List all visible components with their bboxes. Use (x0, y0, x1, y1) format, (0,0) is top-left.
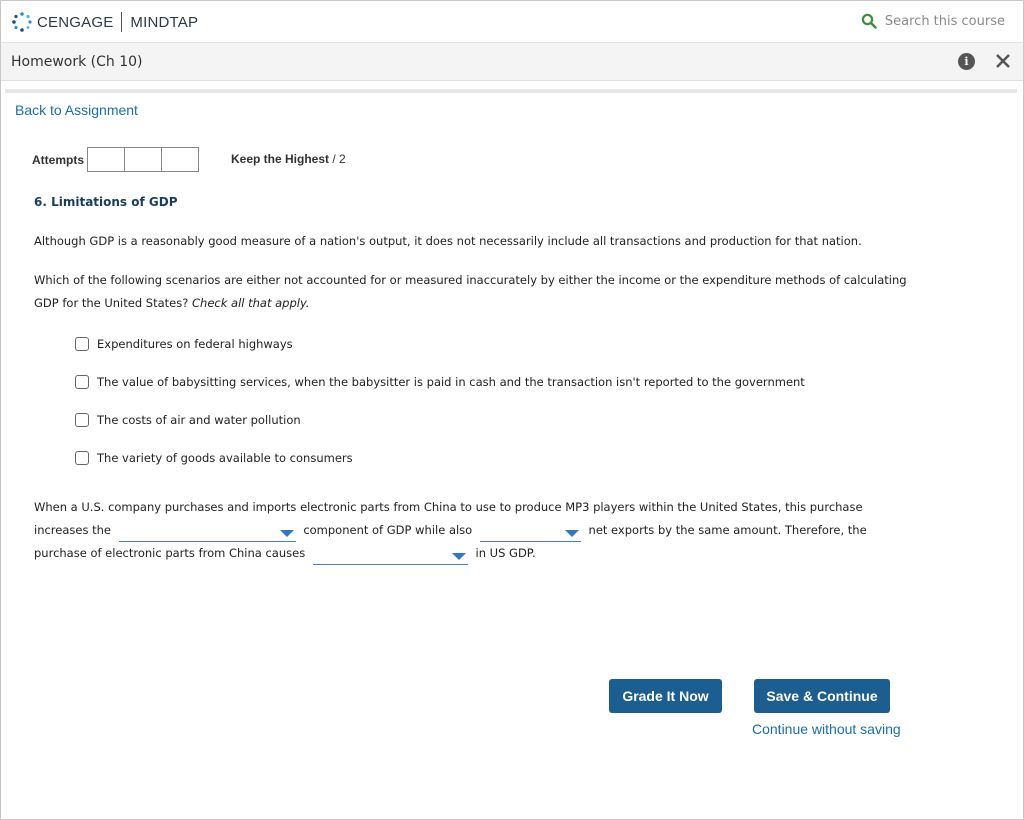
prompt-text: Which of the following scenarios are either not accounted for or measured inaccurately by either the income or the expenditure methods of calculating GDP for the United States? (34, 273, 907, 310)
keep-highest-info (231, 152, 346, 166)
search-input[interactable]: Search this course (884, 13, 1005, 29)
search-icon (861, 13, 877, 29)
brand-name: CENGAGE (37, 13, 114, 31)
gdp-effect-dropdown[interactable] (313, 547, 468, 565)
gdp-component-dropdown[interactable] (119, 524, 296, 542)
fill-text-3: net exports by the same amount. Therefore, the purchase of electronic parts from China causes (34, 523, 867, 560)
attempts-tracker (32, 147, 199, 172)
choice-label: Expenditures on federal highways (97, 337, 293, 351)
prompt-emphasis: Check all that apply. (192, 296, 310, 310)
course-search[interactable] (861, 13, 1005, 29)
cengage-logo[interactable] (11, 11, 198, 33)
continue-without-saving-link[interactable]: Continue without saving (752, 721, 901, 737)
activity-title-bar (1, 43, 1023, 81)
choice-label: The costs of air and water pollution (97, 413, 301, 427)
fill-in-paragraph (34, 496, 914, 565)
question-title: 6. Limitations of GDP (34, 195, 178, 209)
chevron-down-icon (452, 553, 466, 560)
attempt-box (161, 147, 199, 172)
fill-text-2: component of GDP while also (303, 523, 473, 537)
attempt-box (87, 147, 125, 172)
choice-babysitting[interactable] (75, 375, 805, 389)
question-intro: Although GDP is a reasonably good measure of a nation's output, it does not necessarily include all transactions and production for that nation. (34, 234, 862, 248)
chevron-down-icon (565, 530, 579, 537)
keep-value: / 2 (332, 152, 346, 166)
checkbox[interactable] (75, 337, 89, 351)
choice-label: The variety of goods available to consumers (97, 451, 353, 465)
info-icon[interactable]: i (958, 53, 975, 70)
content-divider (5, 89, 1017, 93)
fill-text-4: in US GDP. (475, 546, 536, 560)
question-prompt (34, 269, 914, 315)
choice-variety-of-goods[interactable] (75, 451, 353, 465)
choice-pollution[interactable] (75, 413, 301, 427)
grade-it-now-button[interactable]: Grade It Now (609, 679, 722, 713)
save-and-continue-button[interactable]: Save & Continue (754, 679, 890, 713)
cengage-burst-icon (11, 11, 33, 33)
back-to-assignment-link[interactable]: Back to Assignment (15, 102, 138, 118)
fill-text-1: When a U.S. company purchases and imports electronic parts from China to use to produce MP3 players within the United States, this purchase increases the (34, 500, 863, 537)
net-exports-dropdown[interactable] (480, 524, 581, 542)
logo-divider (121, 12, 122, 32)
choice-federal-highways[interactable] (75, 337, 293, 351)
attempts-label: Attempts (32, 152, 85, 167)
choice-label: The value of babysitting services, when the babysitter is paid in cash and the transaction isn't reported to the government (97, 375, 805, 389)
attempt-box (124, 147, 162, 172)
close-icon[interactable] (993, 51, 1013, 71)
product-name: MINDTAP (130, 13, 199, 31)
chevron-down-icon (280, 530, 294, 537)
page-title: Homework (Ch 10) (11, 54, 143, 70)
top-bar (1, 1, 1023, 43)
checkbox[interactable] (75, 375, 89, 389)
checkbox[interactable] (75, 413, 89, 427)
keep-label: Keep the Highest (231, 152, 330, 166)
checkbox[interactable] (75, 451, 89, 465)
